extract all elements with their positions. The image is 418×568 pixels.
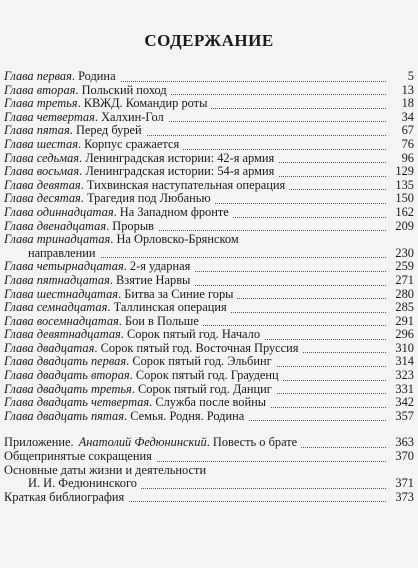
- appendix-title: Основные даты жизни и деятельности: [4, 463, 207, 477]
- entry-label: Глава седьмая. Ленинградская истории: 42-я армия: [4, 152, 278, 165]
- entry-label: Глава шестая. Корпус сражается: [4, 138, 183, 151]
- toc-entry[interactable]: [4, 410, 414, 424]
- page-number: 314: [395, 354, 414, 369]
- chapter-label: Глава десятая: [4, 192, 81, 206]
- chapter-title: Халхин-Гол: [101, 110, 164, 124]
- chapter-title: Перед бурей: [75, 124, 142, 138]
- chapter-label: Глава двенадцатая: [4, 219, 107, 233]
- chapter-label: Глава двадцать вторая: [4, 369, 130, 383]
- entry-label: Глава двенадцатая. Прорыв: [4, 220, 158, 233]
- chapter-title: 2-я ударная: [129, 260, 191, 274]
- chapter-title: Польский поход: [81, 83, 167, 97]
- chapter-title: На Западном фронте: [119, 205, 229, 219]
- page-number: 373: [395, 489, 414, 504]
- chapter-title: Прорыв: [112, 219, 154, 233]
- entry-label: Глава четвертая. Халхин-Гол: [4, 111, 168, 124]
- page-number: 285: [395, 300, 414, 315]
- chapter-label: Глава одиннадцатая: [4, 205, 114, 219]
- page-number: 370: [395, 449, 414, 464]
- entry-label: Глава шестнадцатая. Битва за Синие горы: [4, 288, 237, 301]
- toc-entry[interactable]: [4, 220, 414, 234]
- page-number: 259: [395, 259, 414, 274]
- page-number: 291: [395, 313, 414, 328]
- page-number: 363: [395, 435, 414, 450]
- page-number: 271: [395, 272, 414, 287]
- page-number: 135: [395, 177, 414, 192]
- chapter-label: Глава пятнадцатая: [4, 273, 110, 287]
- chapter-title: Родина: [78, 70, 116, 83]
- entry-label: Глава десятая. Трагедия под Любанью: [4, 192, 215, 205]
- chapter-title: Ленинградская истории: 54-я армия: [85, 165, 275, 179]
- page-number: 230: [395, 245, 414, 260]
- chapter-title: На Орловско-Брянском: [116, 233, 239, 247]
- chapter-title: Взятие Нарвы: [116, 273, 191, 287]
- entry-text: [4, 410, 248, 424]
- appendix-entry[interactable]: [4, 450, 414, 464]
- entry-label: Глава двадцать первая. Сорок пятый год. Эльбинг: [4, 355, 276, 368]
- chapter-label: Глава двадцать пятая: [4, 409, 124, 423]
- page-number: 310: [395, 340, 414, 355]
- chapter-title: Тихвинская наступательная операция: [86, 178, 286, 192]
- entry-label: Глава семнадцатая. Таллинская операция: [4, 301, 231, 314]
- appendix-author: Анатолий Федюнинский: [78, 436, 207, 450]
- entry-label: Глава одиннадцатая. На Западном фронте: [4, 206, 233, 219]
- page-number: 357: [395, 408, 414, 423]
- chapter-title: Корпус сражается: [84, 137, 180, 151]
- page-number: 371: [395, 476, 414, 491]
- appendix-title-continued: И. И. Федюнинского: [4, 477, 139, 490]
- entry-text: Глава тринадцатая. На Орловско-Брянском: [4, 233, 239, 247]
- entry-label: Глава девятая. Тихвинская наступательная операция: [4, 179, 289, 192]
- chapter-title: Сорок пятый год. Восточная Пруссия: [100, 341, 299, 355]
- entry-label: Глава девятнадцатая. Сорок пятый год. Начало: [4, 328, 264, 341]
- chapter-title: Сорок пятый год. Грауденц: [135, 369, 279, 383]
- page-number: 13: [401, 82, 414, 97]
- page-number: 331: [395, 381, 414, 396]
- appendix-prefix: Приложение.: [4, 436, 74, 450]
- chapter-label: Глава шестая: [4, 137, 78, 151]
- chapter-label: Глава двадцать четвертая: [4, 396, 150, 410]
- page-number: 280: [395, 286, 414, 301]
- chapter-title: КВЖД. Командир роты: [83, 97, 208, 111]
- chapter-label: Глава вторая: [4, 83, 76, 97]
- page-title: СОДЕРЖАНИЕ: [144, 31, 274, 50]
- page-number: 18: [401, 96, 414, 111]
- chapter-label: Глава двадцать третья: [4, 382, 132, 396]
- chapter-label: Глава пятая: [4, 124, 70, 138]
- chapter-title: Таллинская операция: [113, 301, 227, 315]
- entry-label: Приложение. Анатолий Федюнинский. Повесть о брате: [4, 436, 301, 449]
- entry-label: Глава двадцать пятая. Семья. Родня. Родина: [4, 410, 248, 423]
- page-number: 323: [395, 368, 414, 383]
- chapter-label: Глава восемнадцатая: [4, 314, 119, 328]
- chapter-title: Битва за Синие горы: [124, 287, 234, 301]
- chapter-label: Глава двадцатая: [4, 341, 95, 355]
- chapter-title: Бои в Польше: [124, 314, 199, 328]
- entry-label: Глава третья. КВЖД. Командир роты: [4, 97, 211, 110]
- chapter-title: Сорок пятый год. Эльбинг: [132, 355, 272, 369]
- chapter-label: Глава двадцать первая: [4, 355, 127, 369]
- entry-label: [4, 450, 156, 463]
- entry-text: [4, 491, 128, 505]
- entry-label: Глава двадцать третья. Сорок пятый год. Данциг: [4, 383, 276, 396]
- entry-label: Глава двадцатая. Сорок пятый год. Восточная Пруссия: [4, 342, 303, 355]
- page-number: 67: [401, 123, 414, 138]
- page-number: 162: [395, 204, 414, 219]
- page-number: 96: [401, 150, 414, 165]
- appendix-entry[interactable]: [4, 491, 414, 505]
- entry-label: Глава первая. Родина: [4, 70, 120, 83]
- chapter-title: Сорок пятый год. Начало: [126, 328, 261, 342]
- entry-label: [4, 491, 128, 504]
- chapter-label: Глава девятая: [4, 178, 81, 192]
- chapter-label: Глава девятнадцатая: [4, 328, 121, 342]
- chapter-title: Сорок пятый год. Данциг: [138, 382, 272, 396]
- page-number: 150: [395, 191, 414, 206]
- appendix-title: Повесть о брате: [212, 436, 298, 450]
- page-number: 5: [407, 69, 414, 83]
- page-number: 296: [395, 327, 414, 342]
- page-number: 129: [395, 164, 414, 179]
- entry-text: [4, 450, 156, 464]
- chapter-title: Ленинградская истории: 42-я армия: [85, 151, 275, 165]
- chapter-title: Семья. Родня. Родина: [130, 409, 245, 423]
- entry-label: Глава восемнадцатая. Бои в Польше: [4, 315, 203, 328]
- chapter-label: Глава третья: [4, 97, 78, 111]
- chapter-title-continued: направлении: [4, 247, 98, 260]
- entry-label: Глава двадцать вторая. Сорок пятый год. Грауденц: [4, 369, 283, 382]
- appendix-title: Общепринятые сокращения: [4, 450, 152, 464]
- page-number: 34: [401, 109, 414, 124]
- entry-text: [4, 220, 158, 234]
- entry-label: Глава вторая. Польский поход: [4, 84, 171, 97]
- table-of-contents: [4, 70, 414, 504]
- entry-label: Глава пятнадцатая. Взятие Нарвы: [4, 274, 194, 287]
- chapter-label: Глава четырнадцатая: [4, 260, 124, 274]
- entry-label: Глава восьмая. Ленинградская истории: 54-я армия: [4, 165, 278, 178]
- chapter-title: Служба после войны: [155, 396, 267, 410]
- entry-label: Глава четырнадцатая. 2-я ударная: [4, 260, 194, 273]
- chapter-label: Глава семнадцатая: [4, 301, 108, 315]
- entry-label: Глава двадцать четвертая. Служба после войны: [4, 396, 270, 409]
- chapter-label: Глава седьмая: [4, 151, 80, 165]
- page-number: 76: [401, 136, 414, 151]
- chapter-label: Глава тринадцатая: [4, 233, 111, 247]
- chapter-label: Глава первая: [4, 70, 72, 83]
- chapter-label: Глава четвертая: [4, 110, 95, 124]
- chapter-label: Глава шестнадцатая: [4, 287, 119, 301]
- chapter-label: Глава восьмая: [4, 165, 80, 179]
- entry-label: Глава пятая. Перед бурей: [4, 124, 146, 137]
- appendix-title: Краткая библиография: [4, 490, 125, 504]
- page-number: 209: [395, 218, 414, 233]
- chapter-title: Трагедия под Любанью: [87, 192, 211, 206]
- page-number: 342: [395, 395, 414, 410]
